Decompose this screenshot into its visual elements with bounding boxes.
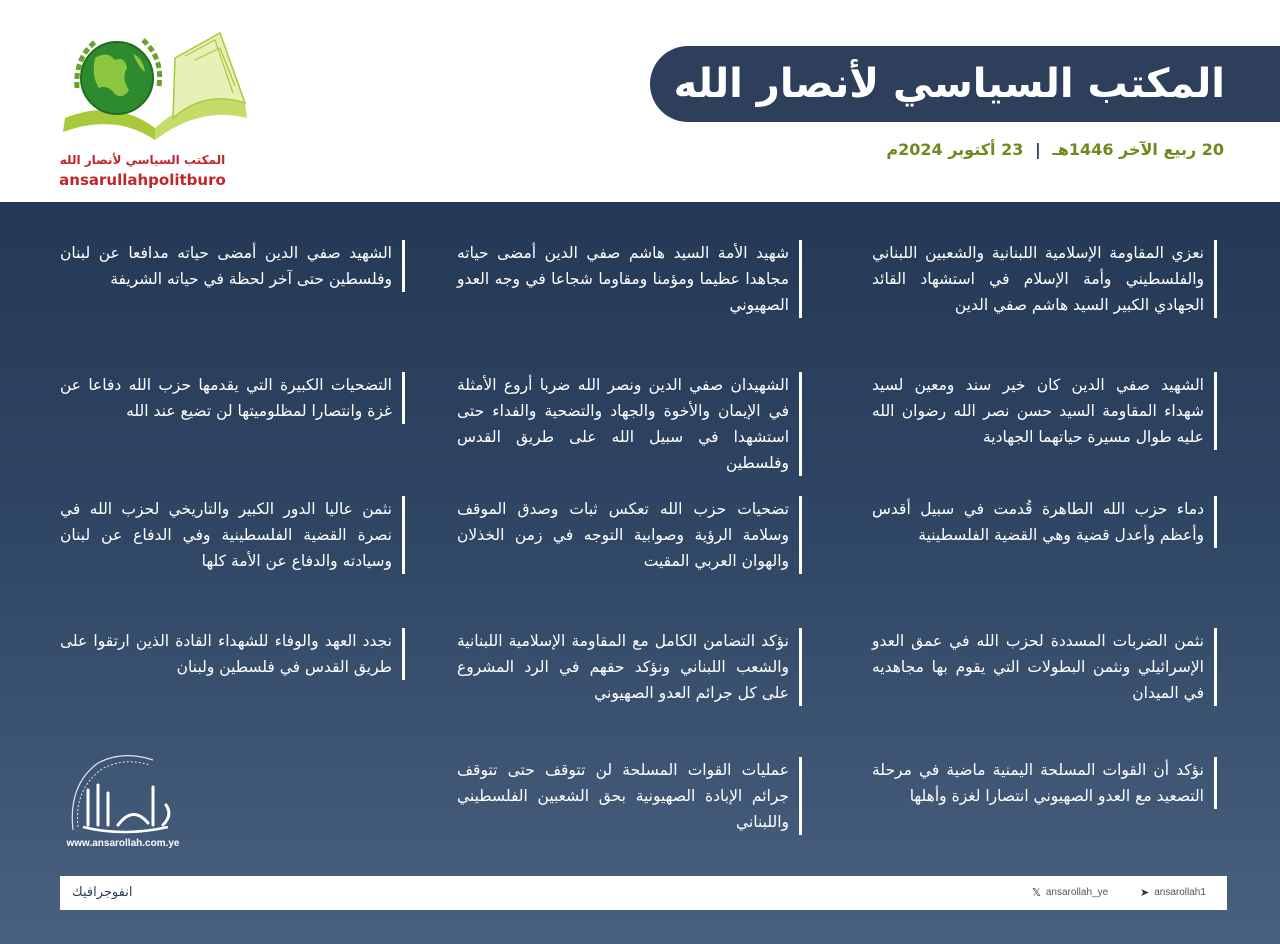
date-separator: |: [1034, 140, 1041, 159]
statements-panel: [0, 202, 1280, 944]
x-handle-text: ansarollah_ye: [1045, 887, 1109, 898]
statement-item: التضحيات الكبيرة التي يقدمها حزب الله دفاعا عن غزة وانتصارا لمظلوميتها لن تضيع عند الله: [60, 372, 405, 424]
footer-bar: [60, 876, 1227, 910]
x-logo-icon: 𝕏: [1032, 887, 1041, 899]
x-handle[interactable]: [1032, 876, 1108, 910]
globe-book-icon: [55, 28, 255, 153]
statement-item: نثمن عاليا الدور الكبير والتاريخي لحزب الله في نصرة القضية الفلسطينية وفي الدفاع عن لبنان وسيادته والدفاع عن الأمة كلها: [60, 496, 405, 574]
statement-item: نؤكد أن القوات المسلحة اليمنية ماضية في مرحلة التصعيد مع العدو الصهيوني انتصارا لغزة وأهلها: [872, 757, 1217, 809]
title-banner: [650, 46, 1280, 122]
logo-english-text: ansarullahpolitburo: [59, 171, 226, 189]
statement-item: نؤكد التضامن الكامل مع المقاومة الإسلامية اللبنانية والشعب اللبناني ونؤكد حقهم في الرد المشروع على كل جرائم العدو الصهيوني: [457, 628, 802, 706]
calligraphy-emblem-icon: [58, 745, 188, 840]
date-gregorian: 23 أكتوبر 2024م: [886, 140, 1024, 159]
website-url[interactable]: www.ansarollah.com.ye: [66, 838, 180, 849]
statement-item: الشهيدان صفي الدين ونصر الله ضربا أروع الأمثلة في الإيمان والأخوة والجهاد والتضحية والفداء حتى استشهدا في سبيل الله على طريق القدس وفلسطين: [457, 372, 802, 476]
statement-item: نثمن الضربات المسددة لحزب الله في عمق العدو الإسرائيلي ونثمن البطولات التي يقوم بها مجاهديه في الميدان: [872, 628, 1217, 706]
logo-arabic-text: المكتب السياسي لأنصار الله: [59, 153, 226, 167]
date-hijri: 20 ربيع الآخر 1446هـ: [1052, 140, 1224, 159]
infographic-label: انفوجرافيك: [72, 885, 133, 900]
statement-item: نعزي المقاومة الإسلامية اللبنانية والشعبين اللبناني والفلسطيني وأمة الإسلام في استشهاد القائد الجهادي الكبير السيد هاشم صفي الدين: [872, 240, 1217, 318]
statement-item: الشهيد صفي الدين أمضى حياته مدافعا عن لبنان وفلسطين حتى آخر لحظة في حياته الشريفة: [60, 240, 405, 292]
politburo-logo: [55, 28, 255, 193]
statement-item: دماء حزب الله الطاهرة قُدمت في سبيل أقدس وأعظم وأعدل قضية وهي القضية الفلسطينية: [872, 496, 1217, 548]
telegram-handle-text: ansarollah1: [1154, 887, 1206, 898]
date-line: [886, 140, 1224, 159]
header: [0, 0, 1280, 202]
statement-item: شهيد الأمة السيد هاشم صفي الدين أمضى حياته مجاهدا عظيما ومؤمنا ومقاوما شجاعا في وجه العدو الصهيوني: [457, 240, 802, 318]
telegram-icon: ➤: [1140, 887, 1150, 899]
statement-item: نجدد العهد والوفاء للشهداء القادة الذين ارتقوا على طريق القدس في فلسطين ولبنان: [60, 628, 405, 680]
telegram-handle[interactable]: [1140, 876, 1206, 910]
statement-item: الشهيد صفي الدين كان خير سند ومعين لسيد شهداء المقاومة السيد حسن نصر الله رضوان الله عليه طوال مسيرة حياتهما الجهادية: [872, 372, 1217, 450]
page-title: المكتب السياسي لأنصار الله: [673, 61, 1225, 107]
statement-item: تضحيات حزب الله تعكس ثبات وصدق الموقف وسلامة الرؤية وصوابية التوجه في زمن الخذلان والهوان العربي المقيت: [457, 496, 802, 574]
statement-item: عمليات القوات المسلحة لن تتوقف حتى تتوقف جرائم الإبادة الصهيونية بحق الشعبين الفلسطيني واللبناني: [457, 757, 802, 835]
